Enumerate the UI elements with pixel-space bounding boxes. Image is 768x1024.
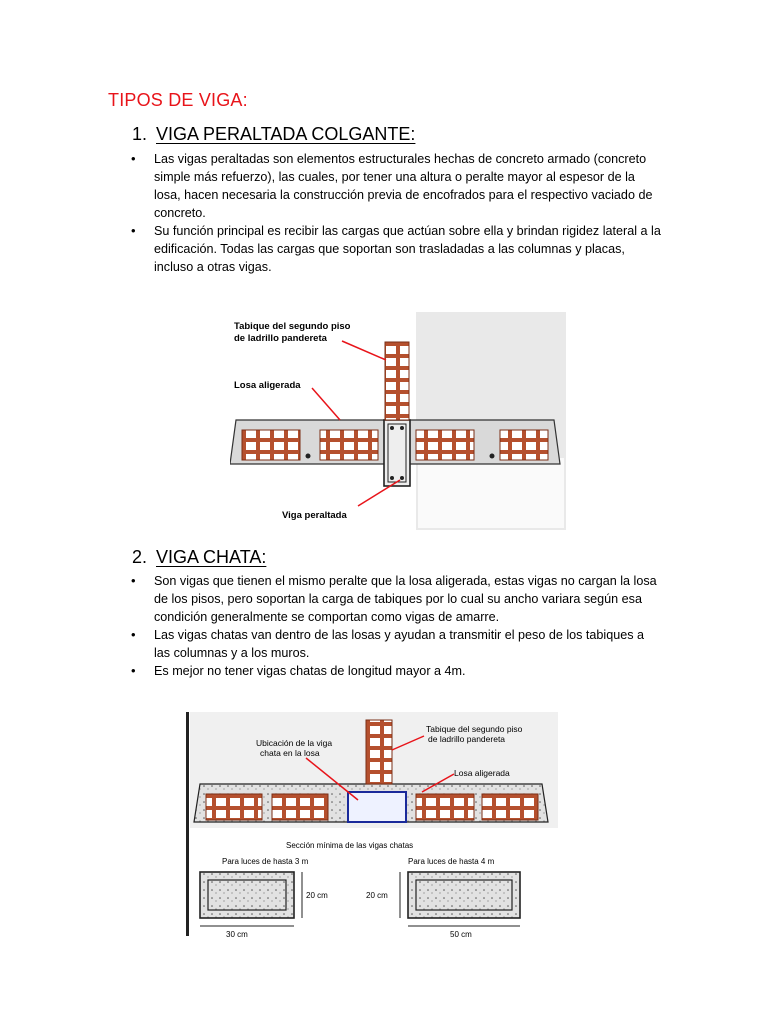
- list-item: • Es mejor no tener vigas chatas de longitud mayor a 4m.: [131, 662, 663, 680]
- page-title: TIPOS DE VIGA:: [108, 90, 248, 110]
- brick-block: [206, 794, 262, 820]
- tabique-wall: [385, 342, 409, 420]
- tabique-wall: [366, 720, 392, 784]
- figure-viga-chata: [186, 712, 560, 940]
- figure-viga-peraltada: [230, 308, 566, 530]
- section-50cm: [408, 872, 520, 918]
- section-1-heading: [132, 124, 415, 145]
- label-seccion: Sección mínima de las vigas chatas: [286, 841, 414, 850]
- list-item: • Su función principal es recibir las cargas que actúan sobre ella y brindan rigidez lateral a la edificación. Todas las cargas que soportan son trasladadas a las columnas y placas, incluso a otras vigas.: [131, 222, 663, 276]
- section-1-number: 1.: [132, 124, 148, 144]
- brick-block: [272, 794, 328, 820]
- brick-block: [416, 794, 474, 820]
- section-30cm: [200, 872, 294, 918]
- label-tabique-line2: de ladrillo pandereta: [428, 734, 506, 744]
- list-item: • Son vigas que tienen el mismo peralte que la losa aligerada, estas vigas no cargan la losa de los pisos, pero soportan la carga de tabiques por lo cual su ancho variara según esa condición generalmente se comportan como vigas de amarre.: [131, 572, 663, 626]
- section-2-title: VIGA CHATA:: [156, 547, 267, 567]
- label-tabique-line2: de ladrillo pandereta: [234, 333, 327, 344]
- dim-height-left: 20 cm: [306, 891, 328, 900]
- viga-chata: [348, 792, 406, 822]
- list-item: • Las vigas peraltadas son elementos estructurales hechas de concreto armado (concreto simple más refuerzo), las cuales, por tener una altura o peralte mayor al espesor de la losa, hacen necesaria la construcción previa de encofrados para el respectivo vaciado de concreto.: [131, 150, 663, 222]
- brick-block: [482, 794, 538, 820]
- label-losa: Losa aligerada: [454, 768, 510, 778]
- label-losa: Losa aligerada: [234, 380, 301, 391]
- brick-block: [500, 430, 548, 460]
- section-2-heading: [132, 547, 266, 568]
- label-ubicacion-line1: Ubicación de la viga: [256, 738, 333, 748]
- brick-block: [416, 430, 474, 460]
- label-tabique-line1: Tabique del segundo piso: [426, 724, 523, 734]
- dim-width-left: 30 cm: [226, 930, 248, 939]
- section-2-number: 2.: [132, 547, 148, 567]
- label-luces-3m: Para luces de hasta 3 m: [222, 857, 309, 866]
- label-ubicacion-line2: chata en la losa: [260, 748, 320, 758]
- brick-block: [242, 430, 300, 460]
- section-2-bullets: [131, 572, 663, 680]
- label-viga: Viga peraltada: [282, 510, 347, 521]
- section-1-bullets: [131, 150, 663, 276]
- list-item: • Las vigas chatas van dentro de las losas y ayudan a transmitir el peso de los tabiques a las columnas y a los muros.: [131, 626, 663, 662]
- dim-height-right: 20 cm: [366, 891, 388, 900]
- label-tabique-line1: Tabique del segundo piso: [234, 321, 351, 332]
- section-1-title: VIGA PERALTADA COLGANTE:: [156, 124, 416, 144]
- dim-width-right: 50 cm: [450, 930, 472, 939]
- label-luces-4m: Para luces de hasta 4 m: [408, 857, 495, 866]
- brick-block: [320, 430, 378, 460]
